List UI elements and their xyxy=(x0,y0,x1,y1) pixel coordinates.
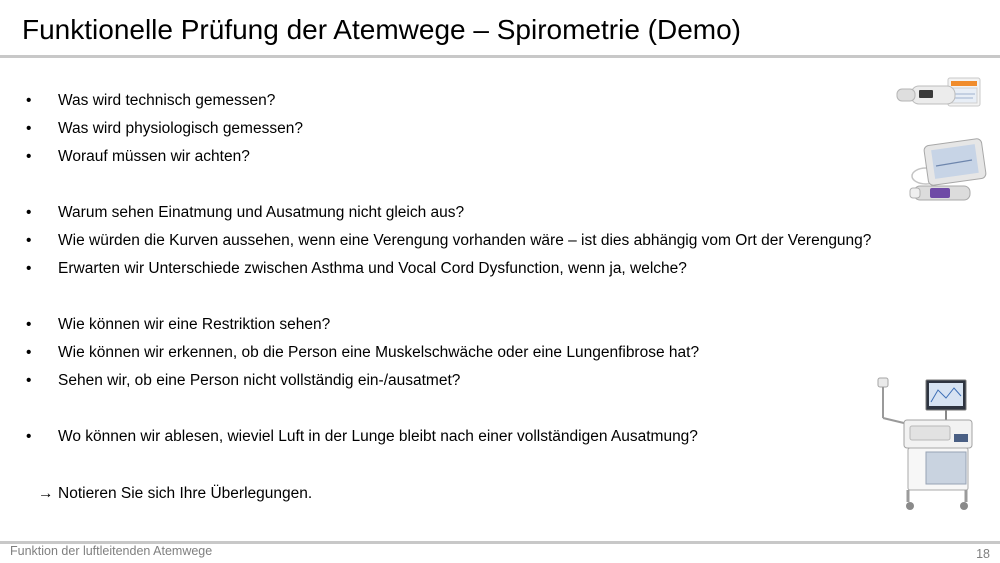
bullet-text: Wie würden die Kurven aussehen, wenn eine Verengung vorhanden wäre – ist dies abhängig vom Ort der Verengung? xyxy=(58,232,872,249)
footer-text: Funktion der luftleitenden Atemwege xyxy=(10,544,213,558)
bullet-marker: • xyxy=(26,204,32,221)
bullet-marker: • xyxy=(26,344,32,361)
bullet-text: Wie können wir erkennen, ob die Person eine Muskelschwäche oder eine Lungenfibrose hat? xyxy=(58,344,700,361)
bullet-text: Erwarten wir Unterschiede zwischen Asthma und Vocal Cord Dysfunction, wenn ja, welche? xyxy=(58,260,687,277)
bullet-marker: • xyxy=(26,316,32,333)
bullet-text: Warum sehen Einatmung und Ausatmung nicht gleich aus? xyxy=(58,204,465,221)
bullet-marker: • xyxy=(26,232,32,249)
bullet-text: Worauf müssen wir achten? xyxy=(58,148,250,165)
bullet-marker: • xyxy=(26,148,32,165)
page-number: 18 xyxy=(976,547,990,561)
note-line xyxy=(38,484,312,504)
bullet-text: Was wird physiologisch gemessen? xyxy=(58,120,303,137)
handheld-spirometer-image xyxy=(893,76,983,112)
bullet-text: Wie können wir eine Restriktion sehen? xyxy=(58,316,331,333)
bullet-marker: • xyxy=(26,260,32,277)
bullet-marker: • xyxy=(26,372,32,389)
bullet-text: Sehen wir, ob eine Person nicht vollständig ein-/ausatmet? xyxy=(58,372,461,389)
spirometry-cart-image xyxy=(868,376,980,512)
bullet-text: Was wird technisch gemessen? xyxy=(58,92,276,109)
bullet-text: Wo können wir ablesen, wieviel Luft in der Lunge bleibt nach einer vollständigen Ausatmung? xyxy=(58,428,698,445)
tablet-spirometer-image xyxy=(906,138,988,208)
slide-title: Funktionelle Prüfung der Atemwege – Spirometrie (Demo) xyxy=(22,14,742,45)
bullet-marker: • xyxy=(26,120,32,137)
arrow-icon: → xyxy=(38,485,54,502)
bullet-marker: • xyxy=(26,92,32,109)
bullet-marker: • xyxy=(26,428,32,445)
note-text: Notieren Sie sich Ihre Überlegungen. xyxy=(58,485,313,502)
